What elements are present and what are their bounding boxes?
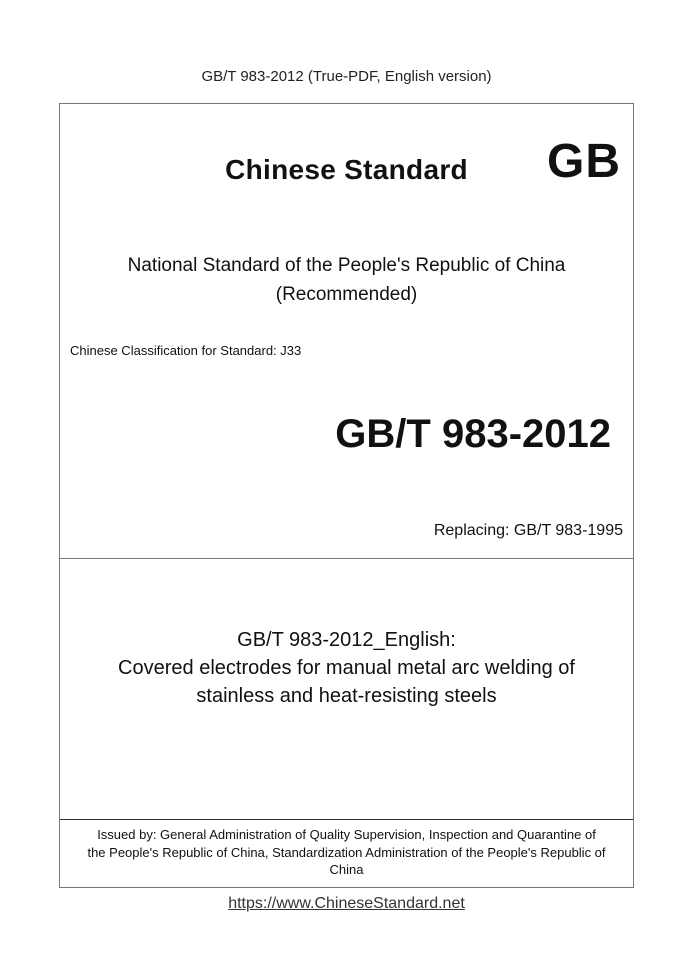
issued-line-1: Issued by: General Administration of Quality Supervision, Inspection and Quarantine of <box>97 827 596 842</box>
gb-mark: GB <box>547 135 621 188</box>
cover-frame <box>59 103 634 888</box>
website-link[interactable]: https://www.ChineseStandard.net <box>228 895 465 912</box>
national-standard-label <box>60 251 633 309</box>
standard-number: GB/T 983-2012 <box>335 412 611 456</box>
standard-title: Chinese Standard <box>225 154 468 185</box>
issued-by-text <box>60 826 633 879</box>
classification-label: Chinese Classification for Standard: J33 <box>70 343 302 358</box>
document-title-line-1: GB/T 983-2012_English: <box>237 629 456 651</box>
document-title <box>60 626 633 710</box>
issuer-section <box>60 819 633 887</box>
document-header: GB/T 983-2012 (True-PDF, English version) <box>201 68 492 85</box>
cover-top-section <box>60 104 633 559</box>
national-line-1: National Standard of the People's Republic of China <box>127 255 566 276</box>
cover-title-section <box>60 559 633 819</box>
document-title-line-3: stainless and heat-resisting steels <box>196 685 497 707</box>
document-title-line-2: Covered electrodes for manual metal arc welding of <box>118 657 575 679</box>
national-line-2: (Recommended) <box>275 284 418 305</box>
replacing-label: Replacing: GB/T 983-1995 <box>433 522 623 539</box>
issued-line-2: the People's Republic of China, Standardization Administration of the People's Republic of <box>87 844 606 860</box>
issued-line-3: China <box>329 862 364 877</box>
